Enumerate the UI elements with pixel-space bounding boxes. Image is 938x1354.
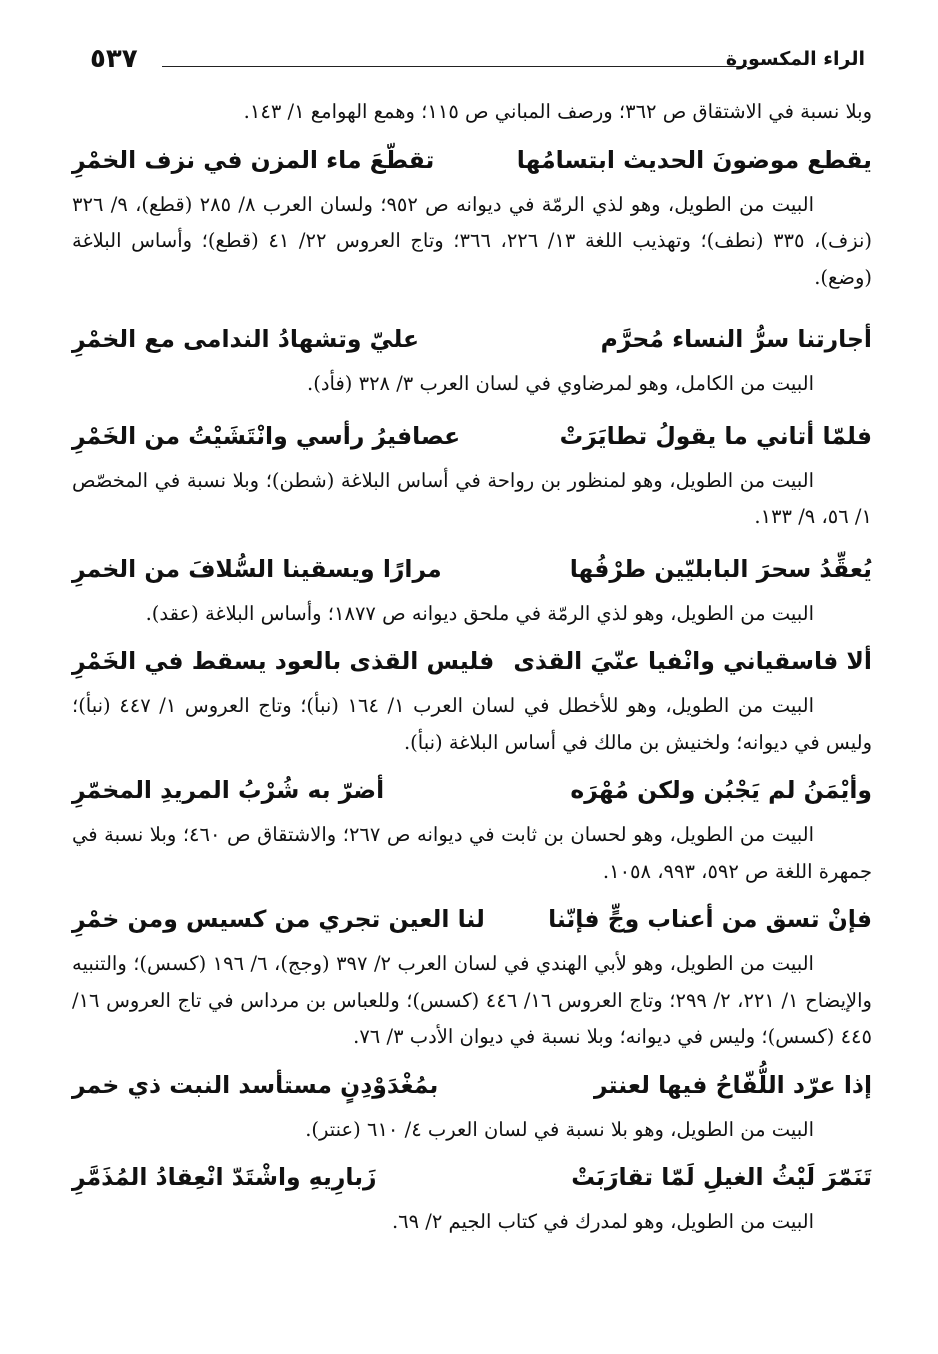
verse-second-hemistich: عليّ وتشهادُ الندامى مع الخمْرِ — [72, 325, 420, 353]
verse-note: البيت من الطويل، وهو لذي الرمّة في ملحق ديوانه ص ١٨٧٧؛ وأساس البلاغة (عقد). — [145, 601, 814, 625]
verse-first-hemistich: فإنْ تسق من أعناب وجٍّ فإنّنا — [548, 905, 872, 933]
verse-first-hemistich: فلمّا أتاني ما يقولُ تطايَرَتْ — [559, 421, 872, 450]
verse-first-hemistich: تَنَمّرَ لَيْثُ الغيلِ لَمّا تقارَبَتْ — [571, 1163, 872, 1191]
verse-note: البيت من الطويل، وهو للأخطل في لسان العرب ١/ ١٦٤ (نبأ)؛ وتاج العروس ١/ ٤٤٧ (نبأ)؛ وليس في ديوانه؛ ولخنيش بن مالك في أساس البلاغة (نبأ). — [72, 694, 872, 754]
verse — [72, 542, 872, 596]
verse — [72, 892, 872, 946]
verse-second-hemistich: عصافيرُ رأسي وانْتَشَيْتُ من الخَمْرِ — [72, 421, 461, 450]
verse — [72, 312, 872, 366]
verse-second-hemistich: فليس القذى بالعود يسقط في الخَمْرِ — [72, 647, 495, 675]
page-content — [72, 94, 872, 1241]
verse-first-hemistich: يُعقِّدُ سحرَ البابليّين طرْفُها — [569, 554, 872, 583]
verse-first-hemistich: إذا عرّد اللُّفّاحُ فيها لعنتر — [594, 1070, 872, 1099]
verse-first-hemistich: ألا فاسقياني وانْفيا عنّيَ القذى — [513, 647, 872, 675]
verse-note: البيت من الكامل، وهو لمرضاوي في لسان العرب ٣/ ٣٢٨ (فأد). — [307, 372, 814, 395]
header-rule — [162, 66, 747, 67]
note-continuation: وبلا نسبة في الاشتقاق ص ٣٦٢؛ ورصف المباني ص ١١٥؛ وهمع الهوامع ١/ ١٤٣. — [243, 100, 872, 123]
verse-note: البيت من الطويل، وهو بلا نسبة في لسان العرب ٤/ ٦١٠ (عنتر). — [305, 1117, 814, 1141]
verse-note: البيت من الطويل، وهو لمنظور بن رواحة في أساس البلاغة (شطن)؛ وبلا نسبة في المخصّص ١/ ٥٦، ٩/ ١٣٣. — [72, 468, 872, 528]
verse-second-hemistich: تقطّعَ ماء المزن في نزف الخمْرِ — [72, 145, 435, 174]
verse-note: البيت من الطويل، وهو لحسان بن ثابت في ديوانه ص ٢٦٧؛ والاشتقاق ص ٤٦٠؛ وبلا نسبة في جمهرة اللغة ص ٥٩٢، ٩٩٣، ١٠٥٨. — [72, 823, 872, 883]
verse — [72, 133, 872, 187]
page-header — [90, 40, 865, 84]
verse — [72, 409, 872, 463]
running-head: الراء المكسورة — [725, 48, 865, 70]
verse-first-hemistich: وأيْمَنُ لم يَجْبُن ولكن مُهْرَه — [570, 776, 872, 804]
verse — [72, 763, 872, 817]
verse-first-hemistich: يقطع موضونَ الحديث ابتسامُها — [516, 145, 872, 174]
verse-second-hemistich: زَبارِيهِ واشْتَدّ انْعِقادُ المُذَمَّرِ — [72, 1163, 377, 1191]
verse-note: البيت من الطويل، وهو لمدرك في كتاب الجيم ٢/ ٦٩. — [391, 1210, 814, 1233]
verse — [72, 1058, 872, 1112]
verse-second-hemistich: مرارًا ويسقينا السُّلافَ من الخمرِ — [72, 554, 442, 583]
verse — [72, 634, 872, 688]
verse-note: البيت من الطويل، وهو لأبي الهندي في لسان العرب ٢/ ٣٩٧ (وجج)، ٦/ ١٩٦ (كسس)؛ والتنبيه والإيضاح ١/ ٢٢١، ٢/ ٢٩٩؛ وتاج العروس ١٦/ ٤٤٦ (كسس)؛ وللعباس بن مرداس في تاج العروس ١٦/ ٤٤٥ (كسس)؛ وليس في ديوانه؛ وبلا نسبة في ديوان الأدب ٣/ ٧٦. — [72, 952, 872, 1048]
verse — [72, 1150, 872, 1204]
page-number: ٥٣٧ — [90, 44, 138, 74]
verse-second-hemistich: بمُغْدَوْدِنٍ مستأسد النبت ذي خمر — [72, 1070, 439, 1099]
verse-note: البيت من الطويل، وهو لذي الرمّة في ديوانه ص ٩٥٢؛ ولسان العرب ٨/ ٢٨٥ (قطع)، ٩/ ٣٢٦ (نزف)، ٣٣٥ (نطف)؛ وتهذيب اللغة ١٣/ ٢٢٦، ٣٦٦؛ وتاج العروس ٢٢/ ٤١ (قطع)؛ وأساس البلاغة (وضع). — [72, 192, 872, 289]
verse-first-hemistich: أجارتنا سرُّ النساء مُحرَّم — [600, 325, 872, 353]
verse-second-hemistich: لنا العين تجري من كسيس ومن خمْرِ — [72, 905, 485, 933]
verse-second-hemistich: أضرّ به شُرْبُ المريدِ المخمّرِ — [72, 776, 385, 804]
